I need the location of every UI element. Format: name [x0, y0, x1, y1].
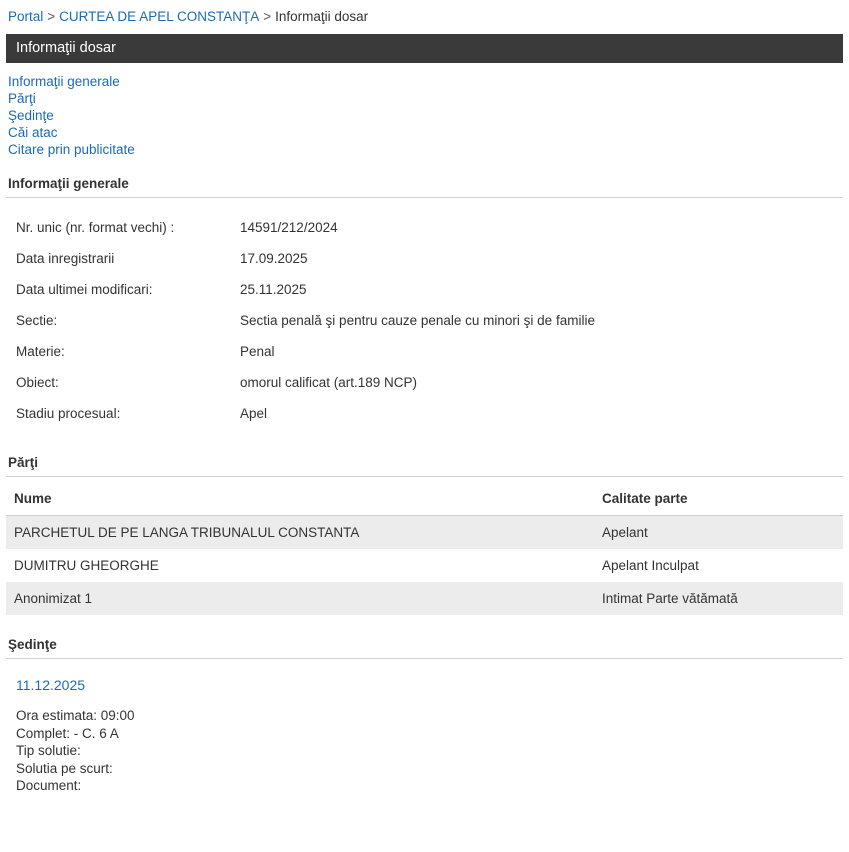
- table-row: [6, 367, 843, 398]
- table-row: [6, 549, 843, 582]
- info-label-sectie: Sectie:: [16, 313, 58, 328]
- party-quality: Intimat Parte vătămată: [594, 582, 843, 615]
- section-nav: [6, 73, 843, 160]
- info-value-data-inregistrarii: 17.09.2025: [240, 251, 308, 266]
- breadcrumb-separator-2: >: [263, 9, 272, 24]
- table-informatii-generale: [6, 212, 843, 429]
- info-label-stadiu-procesual: Stadiu procesual:: [16, 406, 121, 421]
- hearing-complet: Complet: - C. 6 A: [16, 725, 119, 741]
- nav-link-informatii-generale[interactable]: Informaţii generale: [8, 74, 120, 89]
- info-value-data-ultimei-modificari: 25.11.2025: [240, 282, 307, 297]
- info-value-sectie: Sectia penală şi pentru cauze penale cu minori şi de familie: [240, 313, 595, 328]
- nav-link-citare-prin-publicitate[interactable]: Citare prin publicitate: [8, 142, 135, 157]
- info-label-obiect: Obiect:: [16, 375, 59, 390]
- heading-informatii-generale: Informaţii generale: [8, 176, 129, 191]
- page-title: Informaţii dosar: [6, 34, 843, 63]
- info-value-obiect: omorul calificat (art.189 NCP): [240, 375, 418, 390]
- hearing-date-link[interactable]: 11.12.2025: [16, 677, 86, 693]
- table-row: [6, 398, 843, 429]
- table-row: [6, 212, 843, 243]
- hearing-document: Document:: [16, 778, 82, 793]
- table-parti: [6, 483, 843, 615]
- info-label-data-inregistrarii: Data inregistrarii: [16, 251, 115, 266]
- info-label-nr-unic: Nr. unic (nr. format vechi) :: [16, 220, 175, 235]
- breadcrumb-link-portal[interactable]: Portal: [8, 9, 44, 24]
- breadcrumb-separator-1: >: [47, 9, 56, 24]
- table-row: [6, 582, 843, 615]
- hearing-details: [16, 707, 841, 795]
- info-value-nr-unic: 14591/212/2024: [240, 220, 338, 235]
- divider-parti: [6, 476, 843, 477]
- breadcrumb: [6, 0, 843, 32]
- info-label-data-ultimei-modificari: Data ultimei modificari:: [16, 282, 153, 297]
- hearing-tip-solutie: Tip solutie:: [16, 743, 81, 758]
- party-name: DUMITRU GHEORGHE: [6, 549, 594, 582]
- breadcrumb-link-court[interactable]: CURTEA DE APEL CONSTANŢA: [59, 9, 260, 24]
- hearing-solutia-pe-scurt: Solutia pe scurt:: [16, 760, 113, 776]
- table-header-row: [6, 483, 843, 516]
- nav-link-parti[interactable]: Părţi: [8, 91, 36, 106]
- info-value-stadiu-procesual: Apel: [240, 406, 268, 421]
- info-label-materie: Materie:: [16, 344, 65, 359]
- table-row: [6, 274, 843, 305]
- info-value-materie: Penal: [240, 344, 275, 359]
- nav-link-sedinte[interactable]: Şedinţe: [8, 108, 54, 123]
- table-row: [6, 336, 843, 367]
- column-header-nume: Nume: [6, 483, 594, 516]
- table-row: [6, 516, 843, 550]
- party-quality: Apelant: [594, 516, 843, 550]
- heading-parti: Părţi: [8, 455, 39, 470]
- table-row: [6, 243, 843, 274]
- nav-link-cai-atac[interactable]: Căi atac: [8, 125, 58, 140]
- hearing-item: [6, 677, 843, 795]
- party-name: Anonimizat 1: [6, 582, 594, 615]
- hearing-ora-estimata: Ora estimata: 09:00: [16, 708, 135, 723]
- divider-sedinte: [6, 658, 843, 659]
- breadcrumb-current: Informaţii dosar: [275, 9, 369, 24]
- divider-informatii-generale: [6, 197, 843, 198]
- party-quality: Apelant Inculpat: [594, 549, 843, 582]
- party-name: PARCHETUL DE PE LANGA TRIBUNALUL CONSTANTA: [6, 516, 594, 550]
- table-row: [6, 305, 843, 336]
- column-header-calitate-parte: Calitate parte: [594, 483, 843, 516]
- heading-sedinte: Şedinţe: [8, 637, 57, 652]
